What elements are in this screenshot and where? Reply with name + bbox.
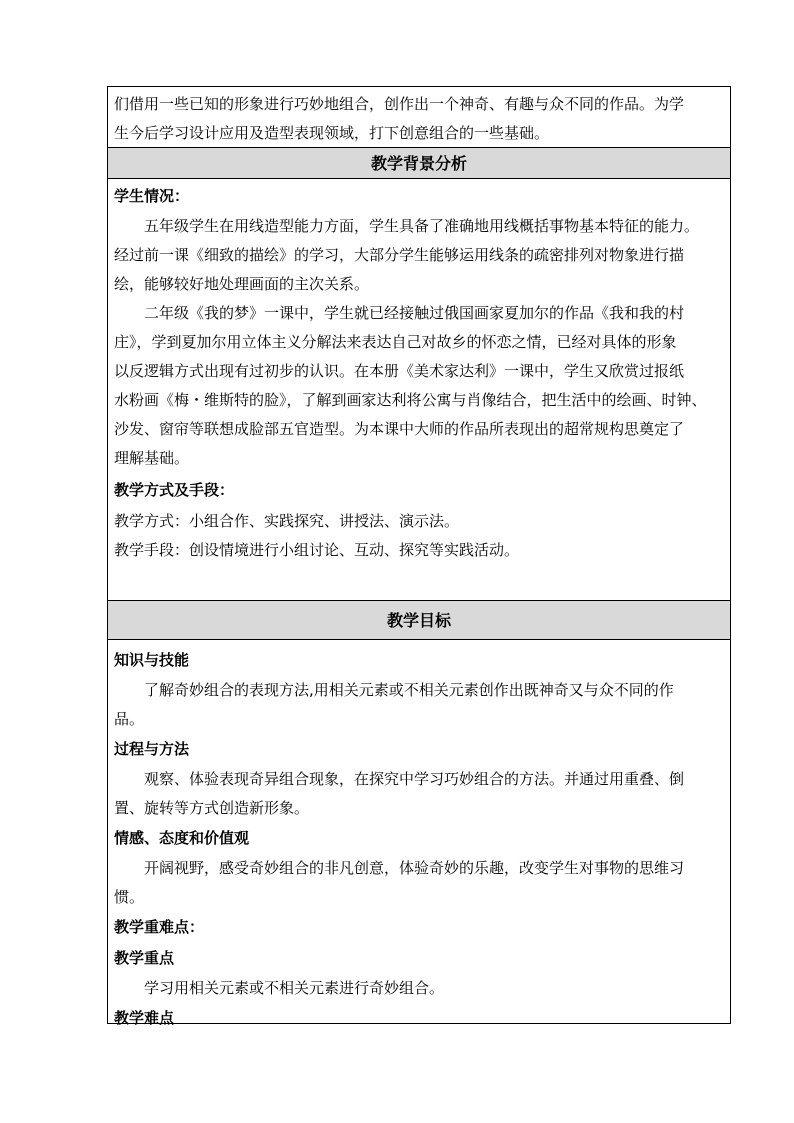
- para2-line: 理解基础。: [114, 449, 190, 467]
- method-title: 教学方式及手段：: [114, 481, 235, 499]
- knowledge-line: 品。: [114, 710, 145, 728]
- means-line: 教学手段：创设情境进行小组讨论、互动、探究等实践活动。: [114, 541, 520, 559]
- emotion-title: 情感、态度和价值观: [114, 829, 250, 847]
- intro-cell: [108, 87, 730, 148]
- goals-cell: [108, 640, 730, 1034]
- goals-header-text: 教学目标: [386, 611, 451, 630]
- method-line: 教学方式：小组合作、实践探究、讲授法、演示法。: [114, 512, 460, 530]
- process-line: 置、旋转等方式创造新形象。: [114, 799, 310, 817]
- intro-line: 们借用一些已知的形象进行巧妙地组合，创作出一个神奇、有趣与众不同的作品。为学: [114, 95, 685, 113]
- focus-title: 教学重点: [114, 949, 175, 967]
- background-cell: [108, 179, 730, 565]
- para1-line: 五年级学生在用线造型能力方面，学生具备了准确地用线概括事物基本特征的能力。: [144, 217, 700, 235]
- intro-line: 生今后学习设计应用及造型表现领域，打下创意组合的一些基础。: [114, 124, 550, 142]
- para2-line: 沙发、窗帘等联想成脸部五官造型。为本课中大师的作品所表现出的超常规构思奠定了: [114, 420, 685, 438]
- knowledge-title: 知识与技能: [114, 651, 190, 669]
- para2-line: 以反逻辑方式出现有过初步的认识。在本册《美术家达利》一课中，学生又欣赏过报纸: [114, 362, 685, 380]
- background-header: [108, 148, 730, 179]
- para1-line: 绘，能够较好地处理画面的主次关系。: [114, 275, 370, 293]
- emotion-line: 惯。: [114, 888, 145, 906]
- focus-line: 学习用相关元素或不相关元素进行奇妙组合。: [144, 979, 445, 997]
- keypoints-title: 教学重难点：: [114, 918, 205, 936]
- process-line: 观察、体验表现奇异组合现象，在探究中学习巧妙组合的方法。并通过用重叠、倒: [144, 770, 685, 788]
- para2-line: 庄》，学到夏加尔用立体主义分解法来表达自己对故乡的怀恋之情，已经对具体的形象: [114, 333, 677, 351]
- goals-row: [108, 640, 730, 1027]
- lesson-plan-table: [107, 86, 731, 1027]
- para2-line: 水粉画《梅・维斯特的脸》，了解到画家达利将公寓与肖像结合，把生活中的绘画、时钟、: [114, 391, 707, 409]
- background-row: [108, 179, 730, 601]
- para1-line: 经过前一课《细致的描绘》的学习，大部分学生能够运用线条的疏密排列对物象进行描: [114, 246, 685, 264]
- process-title: 过程与方法: [114, 740, 190, 758]
- background-header-text: 教学背景分析: [370, 154, 467, 173]
- para2-line: 二年级《我的梦》一课中，学生就已经接触过俄国画家夏加尔的作品《我和我的村: [144, 304, 685, 322]
- goals-header: [108, 601, 730, 640]
- student-title: 学生情况：: [114, 187, 190, 205]
- difficulty-title: 教学难点: [114, 1009, 175, 1027]
- knowledge-line: 了解奇妙组合的表现方法,用相关元素或不相关元素创作出既神奇又与众不同的作: [144, 681, 674, 699]
- intro-row: [108, 87, 730, 148]
- emotion-line: 开阔视野，感受奇妙组合的非凡创意，体验奇妙的乐趣，改变学生对事物的思维习: [144, 859, 685, 877]
